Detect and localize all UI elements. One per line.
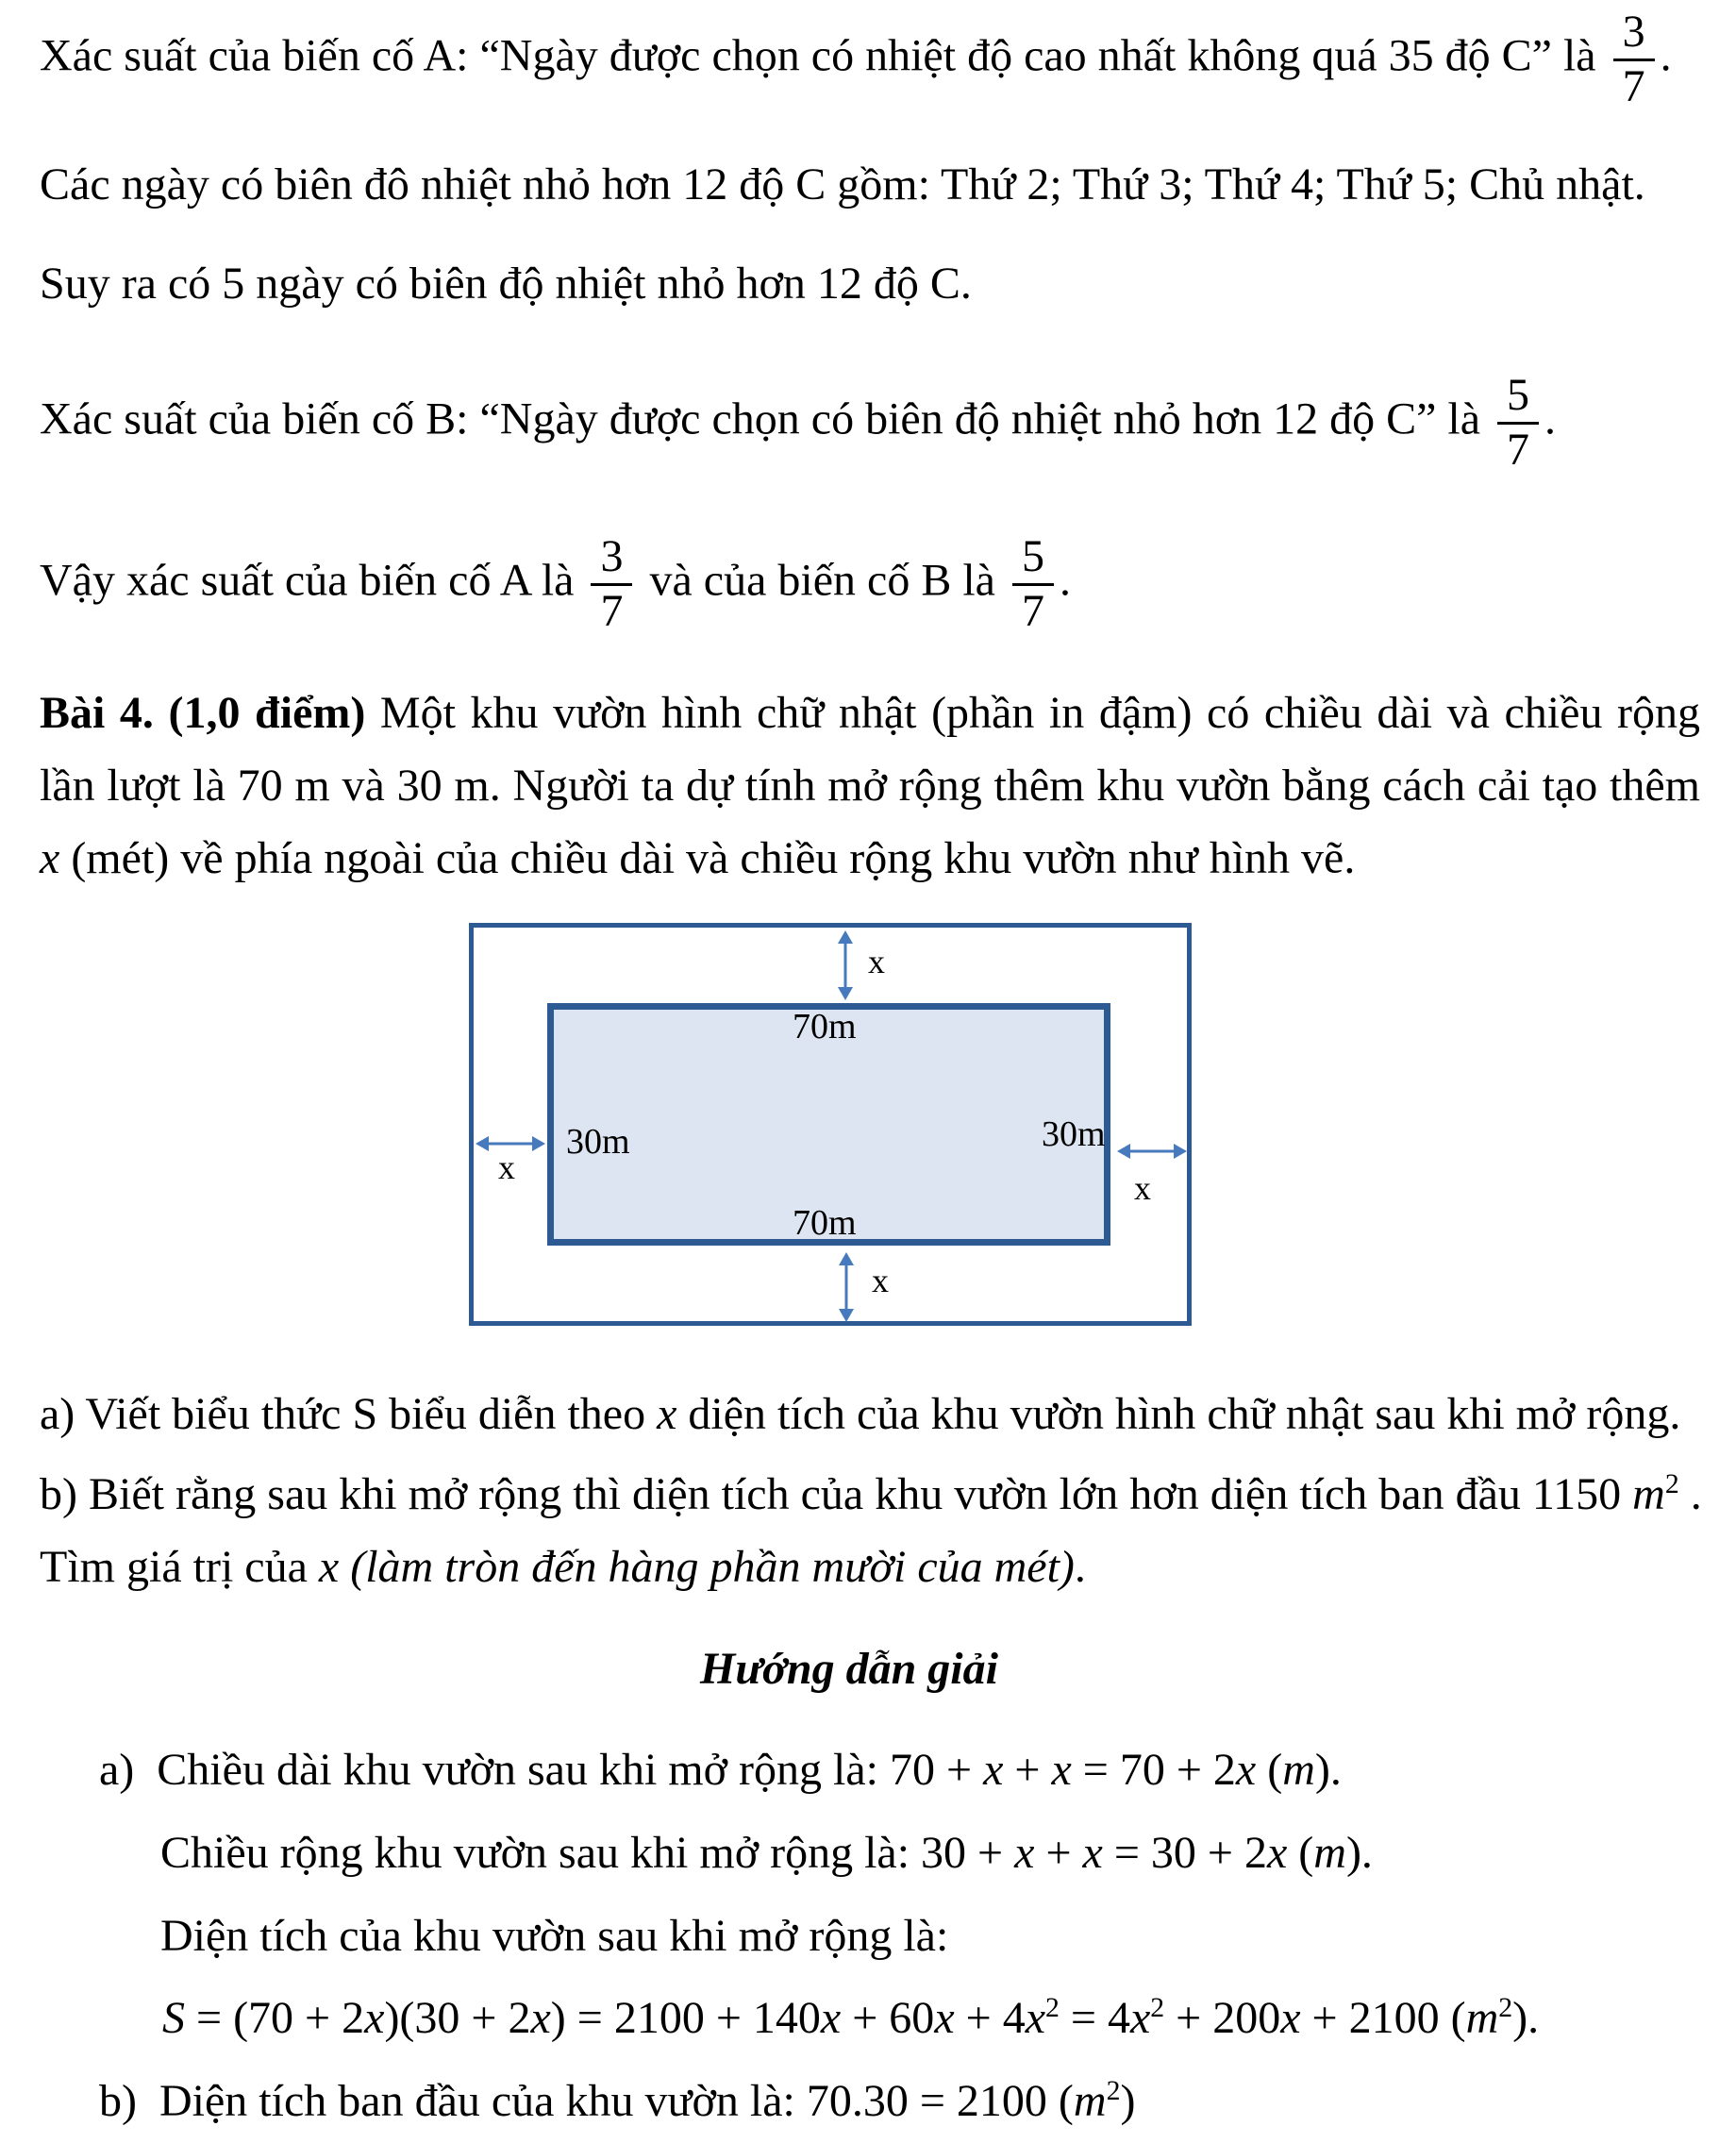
text-run: . <box>1059 555 1071 606</box>
text-run: 2 <box>1106 2075 1121 2106</box>
paragraph-part-b <box>40 1467 1702 1522</box>
text-run: Xác suất của biến cố B: “Ngày được chọn có biên độ nhiệt nhỏ hơn 12 độ C” là <box>40 393 1493 444</box>
text-run: + 60 <box>841 1993 935 2043</box>
text-run: ) = 2100 + 140 <box>550 1993 821 2043</box>
text-run: (mét) về phía ngoài của chiều dài và chiều rộng khu vườn như hình vẽ. <box>59 833 1356 883</box>
text-run: ). <box>1314 1745 1342 1795</box>
paragraph-bai4-statement <box>40 677 1700 895</box>
text-run: Diện tích của khu vườn sau khi mở rộng là: <box>160 1911 949 1961</box>
fraction: $\frac{5}{7}$ <box>1007 534 1060 635</box>
text-run: Bài 4. (1,0 điểm) <box>40 688 366 738</box>
fraction: $\frac{3}{7}$ <box>1608 9 1661 110</box>
text-run: + 200 <box>1164 1993 1281 2043</box>
text-run: Xác suất của biến cố A: “Ngày được chọn có nhiệt độ cao nhất không quá 35 độ C” là <box>40 30 1608 81</box>
text-run: Vậy xác suất của biến cố A là <box>40 555 586 606</box>
text-run <box>339 1542 350 1592</box>
text-run: x <box>1025 1993 1046 2043</box>
text-run: x <box>1235 1745 1257 1795</box>
text-run: + <box>1034 1828 1083 1878</box>
solution-heading <box>0 1642 1698 1697</box>
text-run: x <box>40 833 60 883</box>
label-top-70m: 70m <box>793 1007 857 1046</box>
text-run: (làm tròn đến hàng phần mười của mét) <box>350 1542 1075 1592</box>
text-run: x <box>1051 1745 1072 1795</box>
text-run: = (70 + 2 <box>185 1993 365 2043</box>
text-run: b) Biết rằng sau khi mở rộng thì diện tích của khu vườn lớn hơn diện tích ban đầu 1150 <box>40 1469 1633 1519</box>
text-run: 2 <box>1664 1468 1679 1499</box>
arrow-bottom-icon <box>839 1252 854 1322</box>
paragraph-prob-a <box>40 9 1672 110</box>
label-bottom-x: x <box>872 1262 889 1299</box>
text-run: 70.30 = 2100 ( <box>806 2076 1074 2126</box>
text-run: x <box>1082 1828 1103 1878</box>
text-run: 2 <box>1045 1992 1060 2023</box>
text-run: )(30 + 2 <box>384 1993 531 2043</box>
text-run: Suy ra có 5 ngày có biên độ nhiệt nhỏ hơn 12 độ C. <box>40 259 972 309</box>
text-run: x <box>657 1389 677 1439</box>
text-run: x <box>530 1993 551 2043</box>
text-run: x <box>934 1993 955 2043</box>
text-run: . <box>1544 393 1557 444</box>
paragraph-part-b2 <box>40 1540 1086 1595</box>
text-run: . <box>1074 1542 1086 1592</box>
paragraph-conclusion <box>40 531 1071 636</box>
solution-a-equation <box>162 1991 1539 2046</box>
text-run: + 4 <box>954 1993 1026 2043</box>
label-right-x: x <box>1134 1169 1151 1207</box>
text-run: Tìm giá trị của <box>40 1542 319 1592</box>
text-run: Một khu vườn hình chữ nhật (phần in đậm) có chiều dài và chiều rộng lần lượt là 70 m và 30 m. Người ta dự tính mở rộng thêm khu vườn bằng cách cải tạo thêm <box>40 688 1700 811</box>
text-run: m <box>1632 1469 1665 1519</box>
label-top-x: x <box>868 943 885 980</box>
solution-a-area-intro <box>160 1909 948 1964</box>
paragraph-part-a <box>40 1387 1680 1442</box>
text-run: Các ngày có biên đô nhiệt nhỏ hơn 12 độ C gồm: Thứ 2; Thứ 3; Thứ 4; Thứ 5; Chủ nhật. <box>40 159 1645 209</box>
text-run: 2 <box>1150 1992 1165 2023</box>
fraction: $\frac{3}{7}$ <box>585 534 638 635</box>
arrow-top-icon <box>838 930 853 1000</box>
text-run: S <box>162 1993 185 2043</box>
text-run: ( <box>1256 1745 1283 1795</box>
arrow-right-icon <box>1117 1144 1187 1159</box>
paragraph-days <box>40 158 1645 212</box>
text-run: x <box>1014 1828 1035 1878</box>
text-run: . <box>1660 30 1672 81</box>
text-run: ( <box>1287 1828 1314 1878</box>
solution-b-area <box>99 2074 1135 2129</box>
text-run: b) Diện tích ban đầu của khu vườn là: <box>99 2076 807 2126</box>
text-run: . <box>1678 1469 1702 1519</box>
label-left-30m: 30m <box>566 1122 630 1162</box>
text-run: x <box>1266 1828 1288 1878</box>
text-run: a) Viết biểu thức S biểu diễn theo <box>40 1389 658 1439</box>
fraction: $\frac{5}{7}$ <box>1492 373 1544 474</box>
text-run: x <box>1129 1993 1151 2043</box>
text-run: 30 + <box>921 1828 1015 1878</box>
text-run: x <box>820 1993 842 2043</box>
text-run: Chiều rộng khu vườn sau khi mở rộng là: <box>160 1828 922 1878</box>
text-run: m <box>1282 1745 1315 1795</box>
text-run: x <box>364 1993 385 2043</box>
label-right-30m: 30m <box>1042 1114 1106 1154</box>
solution-a-length <box>99 1743 1342 1798</box>
text-run: ). <box>1345 1828 1373 1878</box>
label-bottom-70m: 70m <box>793 1203 857 1243</box>
text-run: a) Chiều dài khu vườn sau khi mở rộng là: <box>99 1745 890 1795</box>
text-run: m <box>1073 2076 1107 2126</box>
text-run: + 2100 ( <box>1300 1993 1466 2043</box>
text-run: = 30 + 2 <box>1102 1828 1267 1878</box>
text-run: 70 + <box>889 1745 984 1795</box>
text-run: = 4 <box>1059 1993 1130 2043</box>
text-run: và của biến cố B là <box>638 555 1007 606</box>
text-run: m <box>1465 1993 1499 2043</box>
text-run: ). <box>1512 1993 1540 2043</box>
text-run: x <box>318 1542 340 1592</box>
text-run: 2 <box>1498 1992 1513 2023</box>
text-run: m <box>1313 1828 1346 1878</box>
paragraph-suyra <box>40 257 972 311</box>
text-run: = 70 + 2 <box>1071 1745 1236 1795</box>
text-run: x <box>983 1745 1004 1795</box>
label-left-x: x <box>498 1148 515 1186</box>
text-run: + <box>1003 1745 1052 1795</box>
solution-a-width <box>160 1826 1373 1881</box>
text-run: x <box>1280 1993 1301 2043</box>
text-run: ) <box>1120 2076 1136 2126</box>
paragraph-prob-b <box>40 370 1557 475</box>
text-run: diện tích của khu vườn hình chữ nhật sau khi mở rộng. <box>676 1389 1681 1439</box>
text-run: Hướng dẫn giải <box>700 1644 998 1694</box>
